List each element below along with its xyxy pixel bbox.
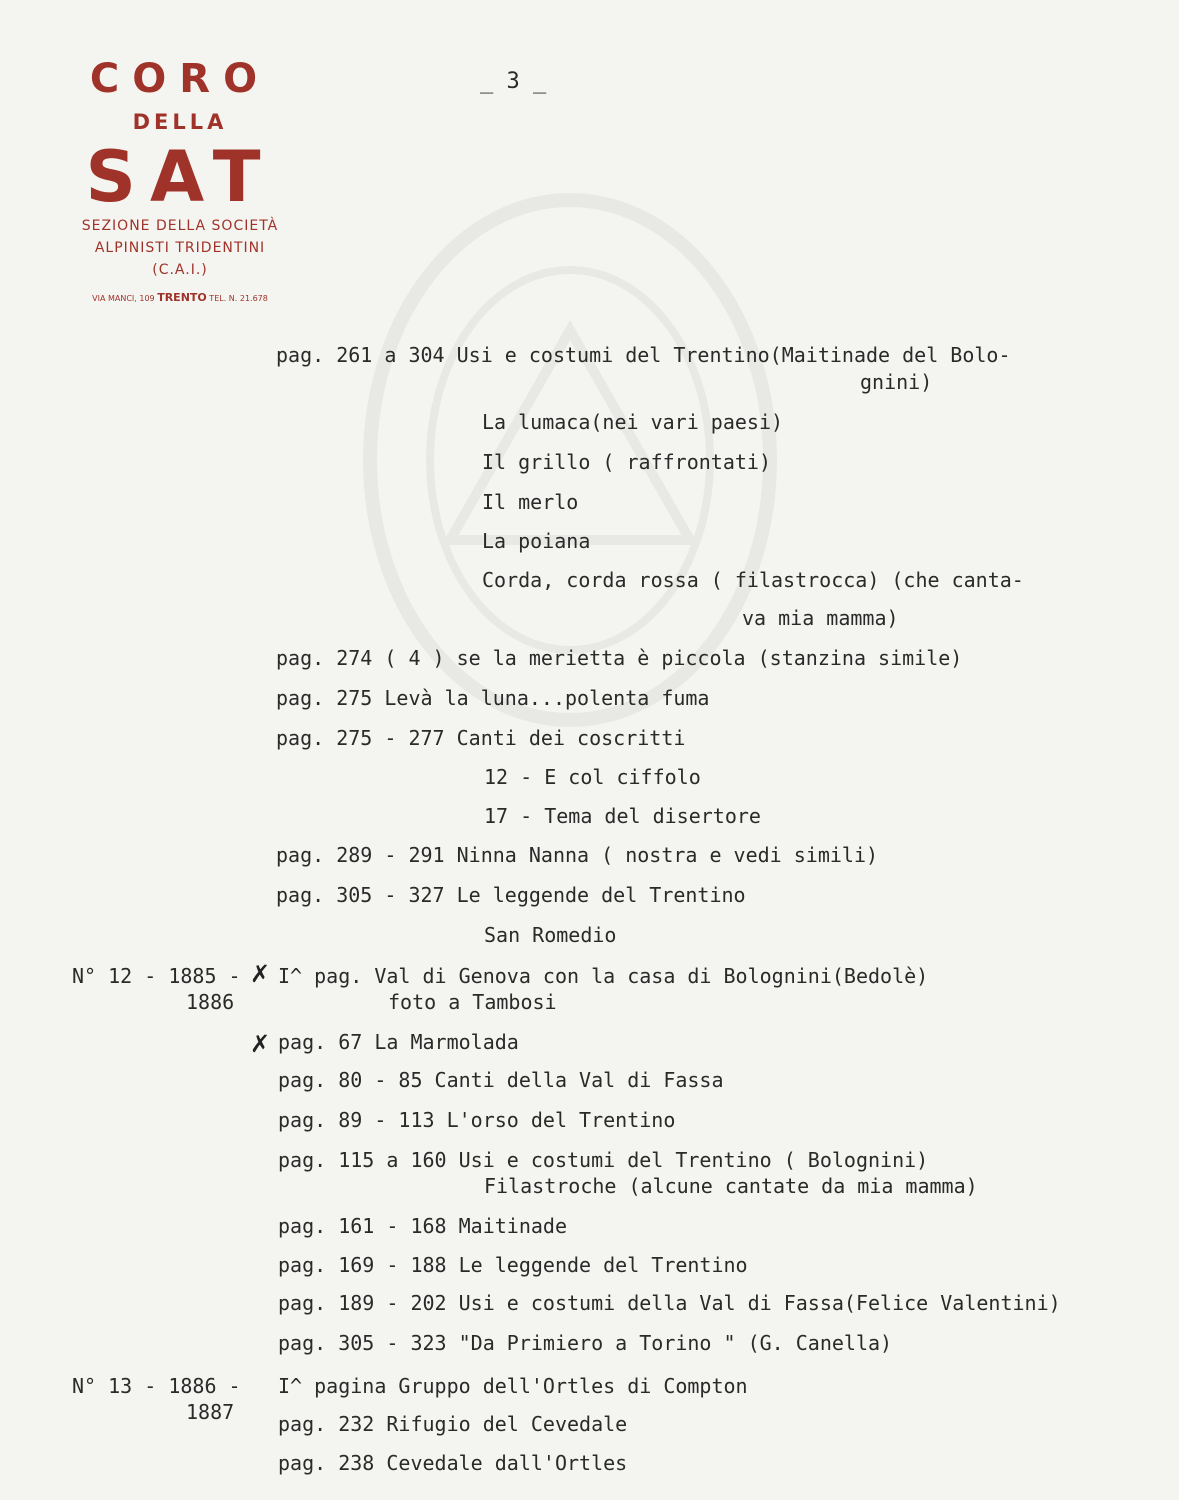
- line-l18: pag. 89 - 113 L'orso del Trentino: [278, 1108, 676, 1132]
- line-l6b: va mia mamma): [742, 606, 899, 630]
- page-number: _ 3 _: [480, 69, 547, 94]
- line-l9: pag. 275 - 277 Canti dei coscritti: [276, 726, 686, 750]
- letterhead-sat: SAT: [85, 136, 275, 218]
- issue-12-label: N° 12 - 1885 -: [72, 964, 241, 988]
- line-l2: La lumaca(nei vari paesi): [482, 410, 784, 434]
- line-l15b: foto a Tambosi: [388, 990, 557, 1014]
- cross-mark-icon: ✗: [250, 1030, 271, 1058]
- line-l23: pag. 305 - 323 "Da Primiero a Torino " (G. Canella): [278, 1331, 893, 1355]
- line-l7: pag. 274 ( 4 ) se la merietta è piccola (stanzina simile): [276, 646, 963, 670]
- line-l16: pag. 67 La Marmolada: [278, 1030, 519, 1054]
- line-l8: pag. 275 Levà la luna...polenta fuma: [276, 686, 710, 710]
- line-l19: pag. 115 a 160 Usi e costumi del Trentino ( Bolognini): [278, 1148, 929, 1172]
- issue-12-year2: 1886: [186, 990, 235, 1014]
- line-l14: San Romedio: [484, 923, 617, 947]
- line-l3: Il grillo ( raffrontati): [482, 450, 771, 474]
- line-l24: I^ pagina Gruppo dell'Ortles di Compton: [278, 1374, 748, 1398]
- line-l15: I^ pag. Val di Genova con la casa di Bolognini(Bedolè): [278, 964, 929, 988]
- letterhead-line2: ALPINISTI TRIDENTINI: [94, 240, 266, 256]
- letterhead: [60, 55, 300, 306]
- line-l11: 17 - Tema del disertore: [484, 804, 761, 828]
- letterhead-address: [60, 291, 300, 306]
- issue-13-year2: 1887: [186, 1400, 235, 1424]
- letterhead-della: DELLA: [132, 110, 228, 134]
- line-l4: Il merlo: [482, 490, 579, 514]
- line-l13: pag. 305 - 327 Le leggende del Trentino: [276, 883, 746, 907]
- line-l1b: gnini): [860, 370, 933, 394]
- line-l20: pag. 161 - 168 Maitinade: [278, 1214, 567, 1238]
- cross-mark-icon: ✗: [250, 960, 271, 988]
- line-l25: pag. 232 Rifugio del Cevedale: [278, 1412, 628, 1436]
- line-l21: pag. 169 - 188 Le leggende del Trentino: [278, 1253, 748, 1277]
- line-l6: Corda, corda rossa ( filastrocca) (che canta-: [482, 568, 1024, 592]
- line-l12: pag. 289 - 291 Ninna Nanna ( nostra e vedi simili): [276, 843, 879, 867]
- line-l17: pag. 80 - 85 Canti della Val di Fassa: [278, 1068, 724, 1092]
- line-l22: pag. 189 - 202 Usi e costumi della Val di Fassa(Felice Valentini): [278, 1291, 1061, 1315]
- letterhead-line1: SEZIONE DELLA SOCIETÀ: [81, 218, 279, 234]
- issue-13-label: N° 13 - 1886 -: [72, 1374, 241, 1398]
- letterhead-coro: CORO: [89, 56, 271, 102]
- line-l1a: pag. 261 a 304 Usi e costumi del Trentino(Maitinade del Bolo-: [276, 343, 1011, 367]
- line-l19b: Filastroche (alcune cantate da mia mamma): [484, 1174, 978, 1198]
- address-street: VIA MANCI, 109: [92, 294, 158, 303]
- line-l10: 12 - E col ciffolo: [484, 765, 701, 789]
- address-city: TRENTO: [157, 291, 207, 304]
- address-phone: TEL. N. 21.678: [206, 294, 268, 303]
- letterhead-line3: (C.A.I.): [152, 262, 208, 278]
- line-l26: pag. 238 Cevedale dall'Ortles: [278, 1451, 628, 1475]
- line-l5: La poiana: [482, 529, 591, 553]
